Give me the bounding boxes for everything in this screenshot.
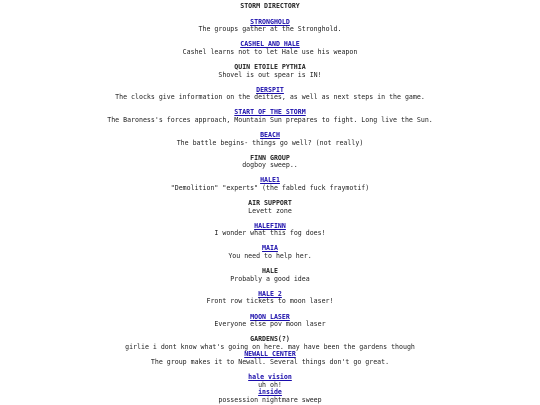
entry-link[interactable]: MAIA <box>262 244 278 253</box>
entry-description: Everyone else pov moon laser <box>214 320 326 329</box>
directory-entry <box>0 155 540 170</box>
directory-entry <box>0 314 540 329</box>
entry-link[interactable]: MOON LASER <box>250 312 290 321</box>
directory-entry <box>0 132 540 147</box>
entry-description: The battle begins- things go well? (not really) <box>176 138 364 147</box>
entry-description: Levett zone <box>248 206 292 215</box>
entry-description: The clocks give information on the deities, as well as next steps in the game. <box>115 93 425 102</box>
directory-entry <box>0 177 540 192</box>
directory-entry <box>0 389 540 404</box>
entry-description: girlie i dont know what's going on here. may have been the gardens though <box>125 342 415 351</box>
entry-description: dogboy sweep.. <box>242 161 298 170</box>
page-title: STORM DIRECTORY <box>240 2 300 10</box>
directory-entry <box>0 291 540 306</box>
entry-link[interactable]: CASHEL AND HALE <box>240 40 300 49</box>
entry-description: possession nightmare sweep <box>218 395 322 404</box>
directory-entry <box>0 351 540 366</box>
entry-description: The group makes it to Newall. Several things don't go great. <box>150 358 390 366</box>
entry-link[interactable]: DERSPIT <box>256 85 284 94</box>
entry-heading: FINN GROUP <box>250 153 290 162</box>
entry-heading: HALE <box>262 267 278 276</box>
directory-entry <box>0 336 540 351</box>
entry-description: Shovel is out spear is IN! <box>218 70 322 79</box>
directory-entry <box>0 268 540 283</box>
entry-link[interactable]: HALE 2 <box>258 289 282 298</box>
entry-description: Front row tickets to moon laser! <box>206 297 334 306</box>
directory-entry <box>0 374 540 389</box>
entry-link[interactable]: inside <box>258 388 282 397</box>
entry-description: Cashel learns not to let Hale use his weapon <box>182 47 358 56</box>
entry-link[interactable]: START OF THE STORM <box>234 108 306 117</box>
directory-entry <box>0 109 540 124</box>
entry-description: The Baroness's forces approach, Mountain Sun prepares to fight. Long live the Sun. <box>107 115 433 124</box>
entry-description: uh oh! <box>258 380 282 389</box>
directory-entry <box>0 64 540 79</box>
directory-entry <box>0 19 540 34</box>
entry-list <box>0 19 540 405</box>
directory-entry <box>0 200 540 215</box>
entry-link[interactable]: HALEFINN <box>254 221 286 230</box>
entry-heading: QUIN ETOILE PYTHIA <box>234 62 306 71</box>
entry-description: The groups gather at the Stronghold. <box>198 25 342 34</box>
directory-entry <box>0 245 540 260</box>
directory-entry <box>0 223 540 238</box>
entry-description: Probably a good idea <box>230 274 310 283</box>
entry-link[interactable]: BEACH <box>260 131 280 140</box>
directory-entry <box>0 87 540 102</box>
entry-heading: AIR SUPPORT <box>248 199 292 208</box>
entry-link[interactable]: HALE1 <box>260 176 280 185</box>
entry-link[interactable]: STRONGHOLD <box>250 17 290 26</box>
entry-description: "Demolition" "experts" (the fabled fuck fraymotif) <box>170 184 370 192</box>
entry-heading: GARDENS(?) <box>250 335 290 344</box>
entry-description: I wonder what this fog does! <box>214 229 326 238</box>
entry-description: You need to help her. <box>228 252 312 261</box>
directory-entry <box>0 41 540 56</box>
entry-link[interactable]: hale vision <box>248 373 292 382</box>
entry-link[interactable]: NEWALL CENTER <box>244 350 296 359</box>
